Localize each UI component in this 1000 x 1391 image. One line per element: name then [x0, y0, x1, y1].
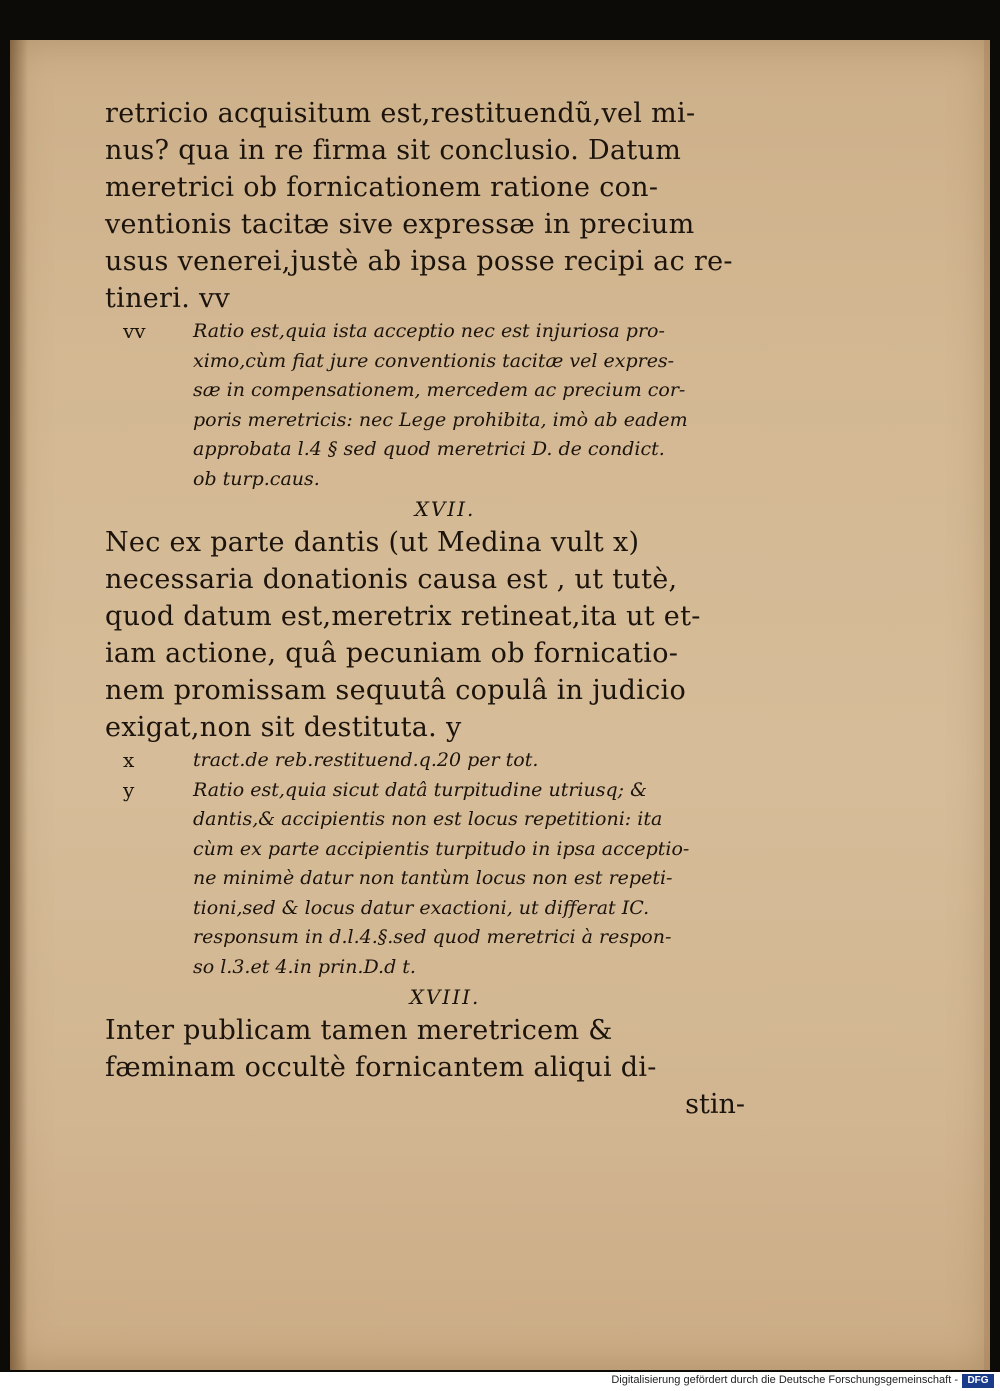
note-marker: vv — [123, 319, 146, 343]
note-marker: x — [123, 748, 135, 772]
text-line: retricio acquisitum est,restituendũ,vel mi- — [105, 98, 696, 129]
text-line: iam actione, quâ pecuniam ob fornicatio- — [105, 638, 679, 669]
text-line: Nec ex parte dantis (ut Medina vult x) — [105, 527, 640, 558]
footnote-y — [105, 776, 745, 983]
footnote-vv — [105, 317, 745, 494]
note-line: so l.3.et 4.in prin.D.d t. — [193, 955, 416, 978]
note-line: cùm ex parte accipientis turpitudo in ipsa acceptio- — [193, 837, 690, 860]
catchword: stin- — [685, 1089, 745, 1120]
text-line: Inter publicam tamen meretricem & — [105, 1015, 613, 1046]
note-line: tioni,sed & locus datur exactioni, ut differat IC. — [193, 896, 650, 919]
funding-notice: Digitalisierung gefördert durch die Deutsche Forschungsgemeinschaft - — [611, 1374, 958, 1386]
note-text: Ratio est,quia sicut datâ turpitudine utriusq; & — [193, 778, 648, 801]
note-line: ob turp.caus. — [193, 467, 320, 490]
book-page — [10, 40, 990, 1370]
paragraph-1 — [105, 95, 745, 317]
note-text: Ratio est,quia ista acceptio nec est injuriosa pro- — [193, 320, 665, 342]
text-line: quod datum est,meretrix retineat,ita ut et- — [105, 601, 701, 632]
note-line: responsum in d.l.4.§.sed quod meretrici à respon- — [193, 926, 672, 948]
section-heading: XVII. — [414, 497, 476, 521]
dfg-logo-icon: DFG — [962, 1374, 994, 1388]
page-gutter-shadow — [10, 40, 28, 1370]
text-line: meretrici ob fornicationem ratione con- — [105, 172, 659, 203]
text-line: tineri. vv — [105, 283, 231, 314]
note-line — [105, 317, 745, 347]
text-line: necessaria donationis causa est , ut tutè, — [105, 564, 678, 595]
text-line: usus venerei,justè ab ipsa posse recipi ac re- — [105, 246, 733, 277]
text-block — [105, 95, 745, 1123]
text-line: nus? qua in re firma sit conclusio. Datum — [105, 135, 682, 166]
paragraph-3 — [105, 1012, 745, 1086]
footnote-x — [105, 746, 745, 776]
note-line — [105, 776, 745, 806]
text-line: nem promissam sequutâ copulâ in judicio — [105, 675, 687, 706]
note-marker: y — [123, 777, 135, 802]
note-line: ne minimè datur non tantùm locus non est repeti- — [193, 867, 673, 889]
note-line: sæ in compensationem, mercedem ac precium cor- — [193, 379, 686, 401]
paragraph-2 — [105, 524, 745, 746]
text-line: exigat,non sit destituta. y — [105, 712, 462, 743]
page-edge — [984, 40, 990, 1370]
note-line: dantis,& accipientis non est locus repetitioni: ita — [193, 808, 663, 830]
note-line: ximo,cùm fiat jure conventionis tacitæ vel expres- — [193, 349, 675, 372]
note-line: poris meretricis: nec Lege prohibita, imò ab eadem — [193, 408, 688, 431]
digitization-footer — [0, 1372, 1000, 1391]
note-line — [105, 746, 745, 776]
text-line: ventionis tacitæ sive expressæ in precium — [105, 209, 695, 240]
note-text: tract.de reb.restituend.q.20 per tot. — [193, 749, 539, 771]
note-line: approbata l.4 § sed quod meretrici D. de condict. — [193, 438, 665, 460]
section-heading: XVIII. — [409, 985, 481, 1009]
text-line: fæminam occultè fornicantem aliqui di- — [105, 1052, 657, 1083]
